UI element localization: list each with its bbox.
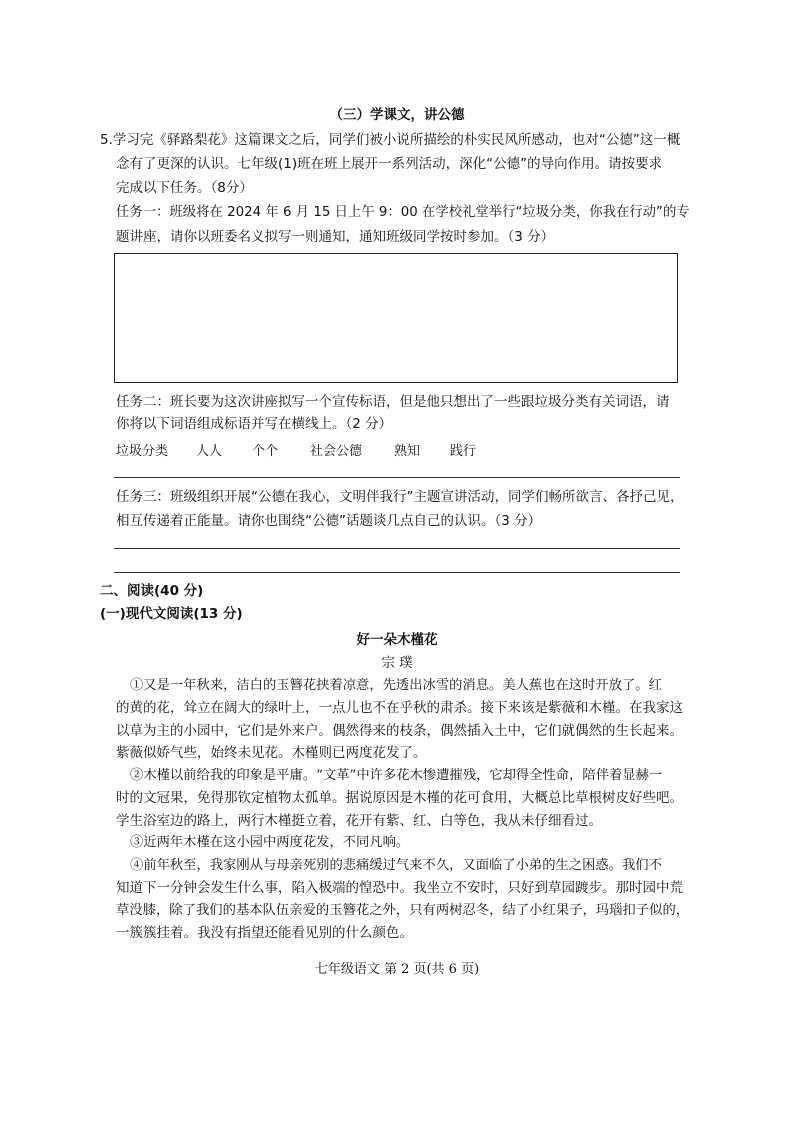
task-1-line-1: 任务一：班级将在 2024 年 6 月 15 日上午 9：00 在学校礼堂举行“垃圾分类，你我在行动”的专	[116, 205, 690, 220]
word-item-2: 人人	[196, 444, 223, 459]
question-5-line-2: 念有了更深的认识。七年级(1)班在班上展开一系列活动，深化“公德”的导向作用。请按要求	[116, 156, 663, 172]
article-author: 宗 璞	[381, 655, 413, 671]
reading-heading: 二、阅读(40 分)	[100, 583, 204, 599]
task-1-line-2: 题讲座，请你以班委名义拟写一则通知，通知班级同学按时参加。（3 分）	[116, 229, 555, 245]
article-title: 好一朵木槿花	[356, 632, 438, 648]
paragraph-2-line-1: ②木槿以前给我的印象是平庸。“文革”中许多花木惨遭摧残，它却得全性命，陪伴着显赫一	[130, 768, 663, 783]
word-item-3: 个个	[252, 444, 279, 459]
task-3-line-2: 相互传递着正能量。请你也围绕“公德”话题谈几点自己的认识。（3 分）	[116, 513, 542, 529]
paragraph-3-line-1: ③近两年木槿在这小园中两度花发，不同凡响。	[130, 835, 410, 850]
paragraph-2-line-3: 学生浴室边的路上，两行木槿挺立着，花开有紫、红、白等色，我从未仔细看过。	[116, 813, 602, 829]
word-item-1: 垃圾分类	[116, 444, 169, 459]
paragraph-1-line-4: 紫薇似娇气些，始终未见花。木槿则已两度花发了。	[116, 745, 427, 761]
paragraph-4-line-3: 草没膝，除了我们的基本队伍亲爱的玉簪花之外，只有两树忍冬，结了小红果子，玛瑙扣子似的，	[116, 903, 690, 918]
word-item-4: 社会公德	[310, 444, 363, 459]
paragraph-1-line-1: ①又是一年秋来，洁白的玉簪花挟着凉意，先透出冰雪的消息。美人蕉也在这时开放了。红	[130, 678, 662, 693]
word-item-6: 践行	[450, 444, 477, 459]
paragraph-2-line-2: 时的文冠果，免得那钦定植物太孤单。据说原因是木槿的花可食用，大概总比草根树皮好些吧。	[116, 790, 683, 806]
paragraph-4-line-1: ④前年秋至，我家刚从与母亲死别的悲痛缓过气来不久，又面临了小弟的生之困惑。我们不	[130, 858, 662, 873]
paragraph-4-line-4: 一簇簇挂着。我没有指望还能看见别的什么颜色。	[116, 925, 413, 941]
task-2-line-1: 任务二：班长要为这次讲座拟写一个宣传标语，但是他只想出了一些跟垃圾分类有关词语，请	[116, 394, 670, 410]
paragraph-4-line-2: 知道下一分钟会发生什么事，陷入极端的惶恐中。我坐立不安时，只好到草园踱步。那时园中荒	[116, 880, 683, 896]
notice-answer-box[interactable]	[114, 253, 678, 383]
opinion-answer-line-1[interactable]	[114, 548, 680, 549]
question-5-line-1: 5.学习完《驿路梨花》这篇课文之后，同学们被小说所描绘的朴实民风所感动，也对“公德”这一概	[100, 132, 681, 148]
task-3-line-1: 任务三：班级组织开展“公德在我心，文明伴我行”主题宣讲活动，同学们畅所欲言、各抒己见，	[116, 489, 684, 505]
page-footer: 七年级语文 第 2 页(共 6 页)	[314, 962, 480, 977]
word-item-5: 熟知	[394, 444, 421, 459]
section-heading: （三）学课文，讲公德	[329, 107, 465, 123]
question-5-line-3: 完成以下任务。（8分）	[116, 180, 253, 196]
task-2-line-2: 你将以下词语组成标语并写在横线上。（2 分）	[116, 416, 393, 432]
slogan-answer-line[interactable]	[114, 477, 680, 478]
reading-subheading: (一)现代文阅读(13 分)	[100, 606, 243, 622]
paragraph-1-line-3: 以草为主的小园中，它们是外来户。偶然得来的枝条，偶然插入土中，它们就偶然的生长起来。	[116, 723, 683, 739]
opinion-answer-line-2[interactable]	[114, 572, 680, 573]
paragraph-1-line-2: 的黄的花，耸立在阔大的绿叶上，一点儿也不在乎秋的肃杀。接下来该是紫薇和木槿。在我家这	[116, 700, 683, 716]
